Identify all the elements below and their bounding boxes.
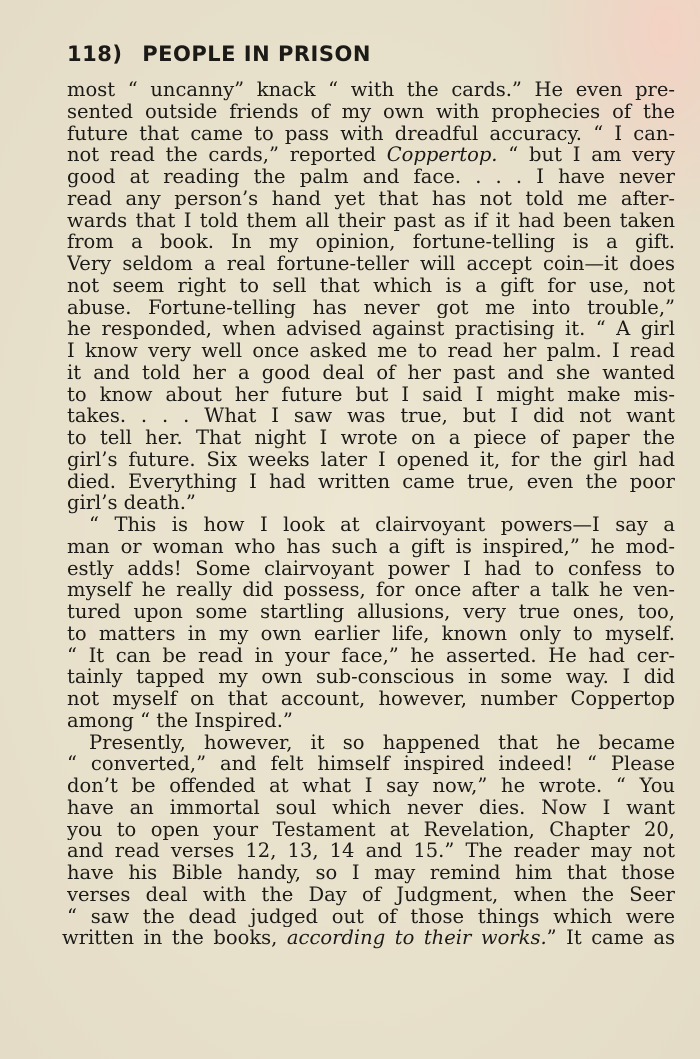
text-line: to tell her. That night I wrote on a piece of paper the: [67, 427, 675, 449]
text-line: died. Everything I had written came true, even the poor: [67, 470, 675, 493]
text-line: tured upon some startling allusions, very true ones, too,: [67, 601, 675, 623]
text-line: have an immortal soul which never dies. Now I want: [67, 796, 675, 819]
text-line: not myself on that account, however, number Coppertop: [67, 688, 675, 710]
text-line: [62, 927, 675, 949]
text-line: takes. . . . What I saw was true, but I did not want: [67, 405, 675, 427]
text-segment: “ but I am very: [497, 144, 675, 166]
text-segment: written in the books,: [62, 927, 287, 949]
text-line: it and told her a good deal of her past and she wanted: [67, 361, 675, 384]
text-segment: ” It came as: [546, 927, 675, 949]
text-line: don’t be offended at what I say now,” he wrote. “ You: [67, 775, 675, 797]
page-number: 118): [67, 42, 123, 66]
text-line: future that came to pass with dreadful accuracy. “ I can-: [67, 122, 675, 145]
text-line: abuse. Fortune-telling has never got me into trouble,”: [67, 296, 675, 319]
text-line: “ It can be read in your face,” he asserted. He had cer-: [67, 644, 675, 667]
text-line: good at reading the palm and face. . . . I have never: [67, 166, 675, 188]
running-header: [67, 42, 371, 66]
text-line: girl’s death.”: [67, 492, 196, 514]
text-line: you to open your Testament at Revelation, Chapter 20,: [67, 818, 675, 841]
body-text: [62, 79, 675, 949]
text-line: girl’s future. Six weeks later I opened it, for the girl had: [67, 448, 675, 471]
text-line: most “ uncanny” knack “ with the cards.” He even pre-: [67, 79, 675, 101]
text-line: verses deal with the Day of Judgment, when the Seer: [67, 883, 675, 906]
text-segment: not read the cards,” reported: [67, 144, 387, 166]
text-line: not seem right to sell that which is a gift for use, not: [67, 274, 675, 297]
text-line: sented outside friends of my own with prophecies of the: [67, 100, 675, 123]
text-line: “ converted,” and felt himself inspired indeed! “ Please: [67, 753, 675, 775]
text-line: to know about her future but I said I might make mis-: [67, 383, 675, 406]
text-line: and read verses 12, 13, 14 and 15.” The reader may not: [67, 840, 675, 862]
text-line: he responded, when advised against practising it. “ A girl: [67, 318, 675, 340]
text-line: read any person’s hand yet that has not told me after-: [67, 187, 675, 210]
text-line: “ saw the dead judged out of those things which were: [67, 905, 675, 928]
text-line: [67, 144, 675, 166]
text-line: tainly tapped my own sub-conscious in some way. I did: [67, 666, 675, 688]
text-line: among “ the Inspired.”: [67, 709, 293, 732]
italic-text: according to their works.: [286, 927, 547, 949]
text-line: Presently, however, it so happened that he became: [89, 731, 675, 754]
text-line: estly adds! Some clairvoyant power I had to confess to: [67, 557, 675, 580]
text-line: man or woman who has such a gift is inspired,” he mod-: [67, 535, 675, 558]
text-line: “ This is how I look at clairvoyant powers—I say a: [89, 514, 675, 536]
text-line: myself he really did possess, for once after a talk he ven-: [67, 579, 675, 601]
text-line: have his Bible handy, so I may remind him that those: [67, 862, 675, 884]
text-line: to matters in my own earlier life, known only to myself.: [67, 622, 675, 645]
text-line: from a book. In my opinion, fortune-telling is a gift.: [67, 231, 675, 253]
text-line: wards that I told them all their past as if it had been taken: [67, 209, 675, 232]
text-line: Very seldom a real fortune-teller will accept coin—it does: [67, 253, 675, 275]
italic-text: Coppertop.: [386, 144, 498, 166]
running-title: PEOPLE IN PRISON: [142, 42, 371, 66]
text-line: I know very well once asked me to read her palm. I read: [67, 340, 675, 362]
